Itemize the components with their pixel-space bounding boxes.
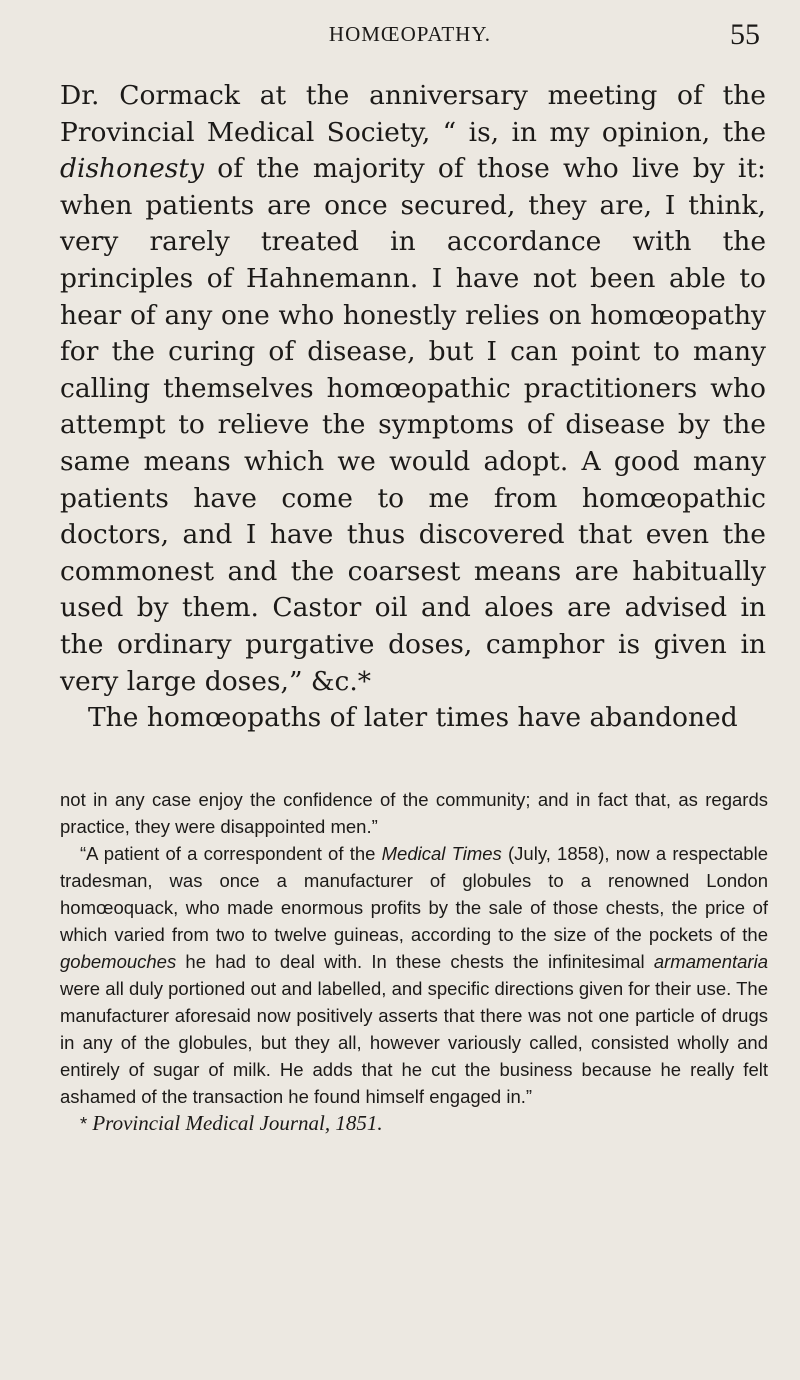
main-paragraph-1-emphasis: dishonesty bbox=[60, 153, 205, 185]
page-header bbox=[60, 18, 760, 54]
footnote-quotation-part-a: “A patient of a correspondent of the bbox=[80, 843, 382, 864]
footnote-citation-text: Provincial Medical Journal, 1851. bbox=[92, 1111, 383, 1135]
footnote-quotation-part-d: were all duly portioned out and labelled, and specific directions given for their use. The manufacturer aforesaid now positively asserts that there was not one particle of drugs in any of the globules, but they all, however variously called, consisted wholly and entirely of sugar of milk. He adds that he cut the business because he really felt ashamed of the transaction he found himself engaged in.” bbox=[60, 978, 768, 1107]
main-paragraph-1-part-a: Dr. Cormack at the anniversary meeting of the Provincial Medical Society, “ is, in my opinion, the bbox=[60, 80, 766, 148]
footnote-quotation bbox=[60, 840, 768, 1110]
footnote-continuation: not in any case enjoy the confidence of the community; and in fact that, as regards practice, they were disappointed men.” bbox=[60, 789, 768, 837]
main-paragraph-1 bbox=[60, 78, 766, 700]
footnotes bbox=[60, 786, 768, 1137]
footnote-citation-marker: * bbox=[80, 1113, 93, 1134]
footnote-citation bbox=[60, 1110, 768, 1137]
footnote-quotation-part-b: (July, 1858), now a respectable tradesman, was once a manufacturer of globules to a renowned London homœoquack, who made enormous profits by the sale of those chests, the price of which varied from two to twelve guineas, according to the size of the pockets of the bbox=[60, 843, 768, 945]
main-paragraph-1-part-b: of the majority of those who live by it: when patients are once secured, they are, I think, very rarely treated in accordance with the principles of Hahnemann. I have not been able to hear of any one who honestly relies on homœopathy for the curing of disease, but I can point to many calling themselves homœopathic practitioners who attempt to relieve the symptoms of disease by the same means which we would adopt. A good many patients have come to me from homœopathic doctors, and I have thus discovered that even the commonest and the coarsest means are habitually used by them. Castor oil and aloes are advised in the ordinary purgative doses, camphor is given in very large doses,” &c.* bbox=[60, 153, 766, 697]
footnote-quotation-part-c: he had to deal with. In these chests the infinitesimal bbox=[176, 951, 654, 972]
page-number: 55 bbox=[730, 18, 760, 51]
footnote-foreign-term-2: armamentaria bbox=[653, 951, 768, 972]
main-paragraph-2: The homœopaths of later times have abandoned bbox=[88, 702, 738, 734]
main-text bbox=[60, 78, 766, 737]
running-head: HOMŒOPATHY. bbox=[328, 22, 492, 46]
footnote-journal-title: Medical Times bbox=[381, 843, 502, 864]
footnote-foreign-term-1: gobemouches bbox=[60, 951, 177, 972]
